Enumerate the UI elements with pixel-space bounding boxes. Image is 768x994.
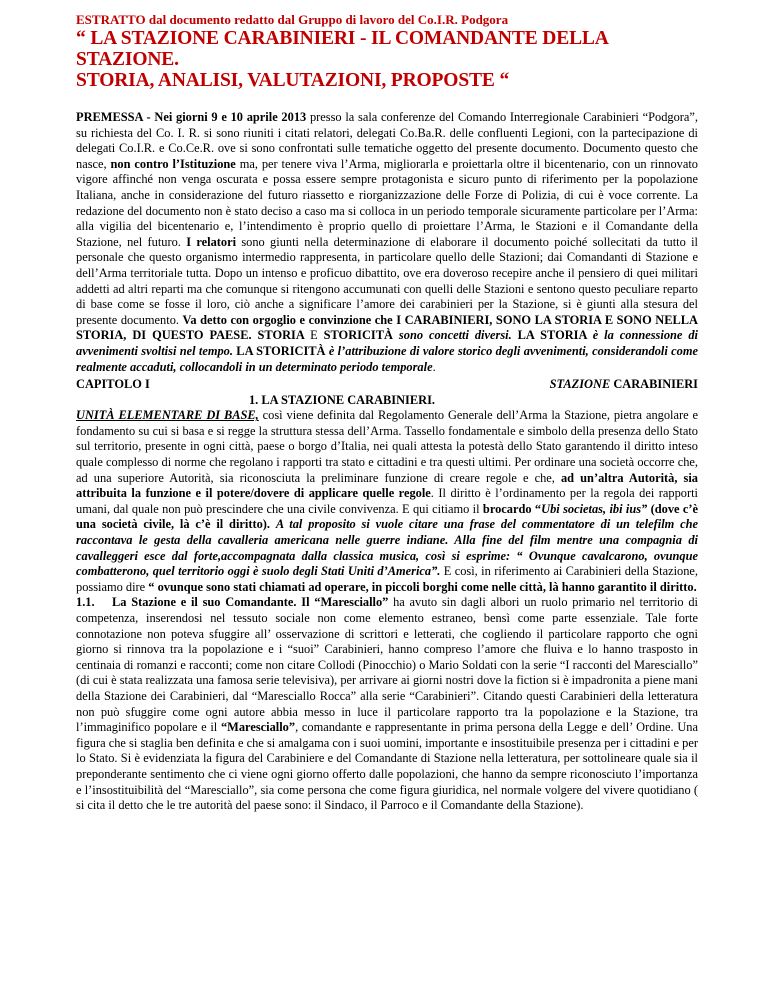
section-1-1-paragraph: 1.1. La Stazione e il suo Comandante. Il “Maresciallo” ha avuto sin dagli albori un ruolo primario nel territorio di competenza, inserendosi nel tessuto sociale non come elemento estraneo, bensì come parte essenziale. Tale forte connotazione non poteva sfuggire all’ osservazione di scrittori e letterati, che cogliendo il particolare rapporto che ogni giorno si rinnova tra la popolazione e i “suoi” Carabinieri, hanno compreso l’amore che fluiva e lo hanno trasposto in centinaia di romanzi e racconti; come non citare Collodi (Pinocchio) o Mario Soldati con la serie “I racconti del Maresciallo” (di cui è stata realizzata una famosa serie televisiva), per arrivare ai giorni nostri dove la fiction si è impadronita a piene mani della Stazione dei Carabinieri, dal “Maresciallo Rocca” alla serie “Carabinieri”. Citando questi Carabinieri della letteratura non può sfuggire come ogni autore abbia messo in luce il particolare rapporto tra la popolazione e la Stazione, tra l’immaginifico popolare e il “Maresciallo”, comandante e rappresentante in prima persona della Legge e dell’ Ordine. Una figura che si staglia ben definita e che si amalgama con i suoi uomini, importante e insostituibile presenza per i cittadini e per lo Stato. Si è evidenziata la figura del Carabiniere e del Comandante di Stazione nella letteratura, per sottolineare quale sia il preponderante sentimento che ci viene ogni giorno offerto dalle popolazioni, che hanno da sempre riconosciuto l’importanza e l’insostituibilità del “Maresciallo”, sia come persona che come figura giuridica, nel normale volgere del vivere quotidiano ( si cita il detto che le tre autorità del paese sono: il Sindaco, il Parroco e il Comandante della Stazione). xyxy=(76,595,699,813)
section-1-title: 1. LA STAZIONE CARABINIERI. xyxy=(248,392,435,407)
section-1-1-heading: La Stazione e il suo Comandante. xyxy=(112,595,297,610)
document-title xyxy=(76,28,698,91)
unita-paragraph: UNITÀ ELEMENTARE DI BASE, così viene definita dal Regolamento Generale dell’Arma la Stazione, pietra angolare e fondamento su cui si basa e si regge la struttura stessa dell’Arma. Tassello fondamentale e simbolo della presenza dello Stato sul territorio, presente in ogni città, paese o borgo d’Italia, nei quali attesta la potestà dello Stato garantendo il diritto inteso quale complesso di norme che regolano i rapporti tra stato e cittadini e tra questi ultimi. Per ordinare una società occorre che, ad una superiore Autorità, sia riconosciuta la preliminare funzione di creare regole e che, ad un’altra Autorità, sia attribuita la funzione e il potere/dovere di applicare quelle regole. Il diritto è l’ordinamento per la regola dei rapporti umani, dal quale non può prescindere che una civile convivenza. E qui citiamo il brocardo “Ubi societas, ibi ius” (dove c’è una società civile, là c’è il diritto). A tal proposito si vuole citare una frase del commentatore di un telefilm che raccontava le gesta della cavalleria americana nelle guerre indiane. Alla fine del film mentre una compagnia di cavalleggeri esce dal forte,accompagnata dalla classica musica, così si esprime: “ Ovunque cavalcarono, ovunque combatterono, quel territorio oggi è suolo degli Stati Uniti d’America”. E così, in riferimento ai Carabinieri della Stazione, possiamo dire “ ovunque sono stati chiamati ad operare, in piccoli borghi come nelle città, là hanno garantito il diritto. xyxy=(76,408,699,594)
chapter-label: CAPITOLO I xyxy=(76,377,150,392)
premessa-lead: PREMESSA - Nei giorni 9 e 10 aprile 2013 xyxy=(76,110,307,124)
premessa-paragraph: PREMESSA - Nei giorni 9 e 10 aprile 2013 presso la sala conferenze del Comando Interregionale Carabinieri “Podgora”, su richiesta del Co. I. R. si sono riuniti i citati relatori, delegati Co.Ba.R. delle confluenti Legioni, con la partecipazione di delegati Co.I.R. e Co.Ce.R. ove si sono confrontati sulle tematiche oggetto del presente documento. Documento questo che nasce, non contro l’Istituzione ma, per tenere viva l’Arma, migliorarla e proiettarla oltre il bicentenario, con un rinnovato vigore affinché non venga oscurata e possa essere sempre protagonista e sicuro punto di riferimento per la popolazione Italiana, anche in considerazione del futuro riassetto e riorganizzazione delle Forze di Polizia, di cui è voce corrente. La redazione del documento non è stato deciso a caso ma si colloca in un periodo temporale sicuramente particolare per l’Arma: alla vigilia del bicentenario e, l’intendimento è proprio quello di proiettare l’Arma, le Stazioni e il Comandante della Stazione, nel futuro. I relatori sono giunti nella determinazione di elaborare il documento poiché sollecitati da tutto il personale che questo organismo intermedio rappresenta, in particolare quello delle Stazioni; dai Comandanti di Stazione e dell’Arma territoriale tutta. Dopo un intenso e proficuo dibattito, ove era doveroso recepire anche il pensiero di quei militari addetti ad altri reparti ma che comunque si ritengono accumunati con quelli delle Stazioni e sentono questo peculiare reparto di base come se fosse il loro, ciò anche a significare l’amore dei carabinieri per la Stazione, si è giunti alla stesura del presente documento. Va detto con orgoglio e convinzione che I CARABINIERI, SONO LA STORIA E SONO NELLA STORIA, DI QUESTO PAESE. STORIA E STORICITÀ sono concetti diversi. LA STORIA è la connessione di avvenimenti svoltisi nel tempo. LA STORICITÀ è l’attribuzione di valore storico degli avvenimenti, considerandoli come realmente accaduti, collocandoli in un determinato periodo temporale. xyxy=(76,110,699,374)
extract-header: ESTRATTO dal documento redatto dal Gruppo di lavoro del Co.I.R. Podgora xyxy=(76,12,509,27)
title-line-1: “ LA STAZIONE CARABINIERI - IL COMANDANTE DELLA STAZIONE. xyxy=(76,28,608,70)
section-1-1-number: 1.1. xyxy=(76,595,95,610)
title-line-2: STORIA, ANALISI, VALUTAZIONI, PROPOSTE “ xyxy=(76,70,510,91)
chapter-heading-row xyxy=(76,377,698,393)
chapter-subject: STAZIONE CARABINIERI xyxy=(549,377,698,392)
unita-lead: UNITÀ ELEMENTARE DI BASE, xyxy=(76,408,259,423)
